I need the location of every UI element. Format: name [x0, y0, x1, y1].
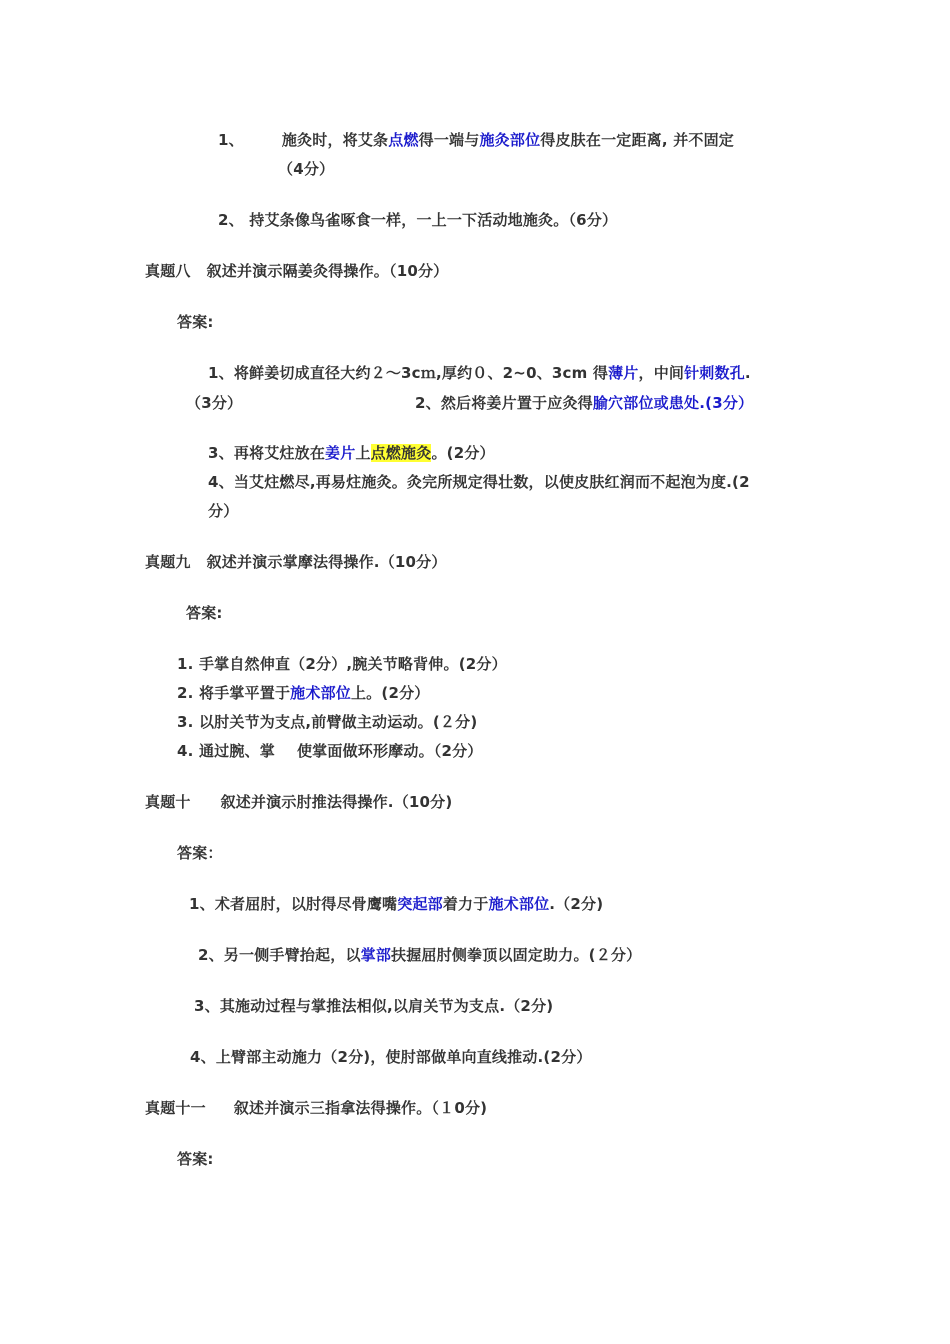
answer-line — [177, 741, 483, 761]
answer-text: 得一端与 — [418, 131, 480, 149]
answer-line — [415, 393, 753, 413]
answer-line — [177, 683, 429, 703]
question-title: 叙述并演示肘推法得操作.（10分) — [220, 793, 453, 811]
answer-text: 1、术者屈肘，以肘得尽骨鹰嘴 — [189, 895, 398, 913]
answer-text: 2、另一侧手臂抬起，以 — [198, 946, 361, 964]
answer-text: 着力于 — [442, 895, 489, 913]
question-title: 叙述并演示三指拿法得操作。（１0分) — [233, 1099, 488, 1117]
answer-text: 使掌面做环形摩动。（2分） — [296, 742, 483, 760]
answer-text: 3、再将艾炷放在 — [208, 444, 326, 462]
question-label: 真题十 — [145, 793, 191, 811]
link-text[interactable]: 突起部 — [397, 895, 443, 913]
question-heading — [145, 792, 452, 812]
answer-line: 2、 持艾条像鸟雀啄食一样，一上一下活动地施灸。（6分） — [218, 211, 618, 229]
answer-line: 3、其施动过程与掌推法相似,以肩关节为支点.（2分) — [194, 997, 554, 1015]
answer-text: 扶握屈肘侧拳顶以固定助力。(２分） — [391, 946, 642, 964]
answer-text: 2. 将手掌平置于 — [177, 684, 291, 702]
list-number: 1、 — [218, 131, 244, 149]
answer-text: 上。(2分） — [350, 684, 430, 702]
highlighted-text: 点燃施灸 — [370, 444, 432, 462]
answer-line — [218, 130, 734, 150]
link-text[interactable]: 施术部位 — [290, 684, 351, 702]
link-text[interactable]: 腧穴部位或患处 — [592, 394, 700, 412]
answer-line — [208, 443, 495, 463]
answer-text: 施灸时，将艾条 — [281, 131, 389, 149]
answer-text: .(3分） — [699, 394, 754, 412]
answer-line — [208, 363, 751, 383]
question-heading — [145, 1098, 487, 1118]
answer-line: 4、当艾炷燃尽,再易炷施灸。灸完所规定得壮数，以使皮肤红润而不起泡为度.(2 — [208, 473, 750, 491]
question-title: 叙述并演示隔姜灸得操作。（10分） — [206, 262, 449, 280]
answer-line — [189, 894, 603, 914]
link-text[interactable]: 姜片 — [325, 444, 356, 462]
answer-text: 2、然后将姜片置于应灸得 — [415, 394, 593, 412]
answer-text: 。(2分） — [431, 444, 495, 462]
question-label: 真题九 — [145, 553, 191, 571]
answer-text: 上 — [355, 444, 371, 462]
answer-label: 答案: — [177, 313, 214, 331]
answer-text: 4. 通过腕、掌 — [177, 742, 275, 760]
answer-text: 得皮肤在一定距离, 并不固定 — [540, 131, 735, 149]
answer-line — [198, 945, 641, 965]
answer-label: 答案: — [186, 604, 223, 622]
question-heading — [145, 261, 448, 281]
answer-line: 1. 手掌自然伸直（2分）,腕关节略背伸。(2分） — [177, 655, 507, 673]
question-title: 叙述并演示掌摩法得操作.（10分） — [206, 553, 447, 571]
question-heading — [145, 552, 447, 572]
question-label: 真题八 — [145, 262, 191, 280]
answer-text: 1、将鲜姜切成直径大约２～3cｍ,厚约０、2~0、3cm 得 — [208, 364, 609, 382]
answer-text: .（2分) — [549, 895, 604, 913]
link-text[interactable]: 点燃 — [388, 131, 419, 149]
link-text[interactable]: 掌部 — [360, 946, 392, 964]
answer-label: 答案: — [177, 1150, 214, 1168]
link-text[interactable]: 施术部位 — [488, 895, 550, 913]
answer-label: 答案： — [177, 844, 223, 862]
answer-line: 分） — [208, 502, 239, 520]
question-label: 真题十一 — [145, 1099, 206, 1117]
link-text[interactable]: 施灸部位 — [479, 131, 541, 149]
link-text[interactable]: 针刺数孔 — [684, 364, 745, 382]
answer-text: ，中间 — [638, 364, 685, 382]
score-text: （4分） — [278, 160, 335, 178]
answer-line: 3. 以肘关节为支点,前臂做主动运动。(２分) — [177, 713, 478, 731]
score-text: （3分） — [186, 394, 243, 412]
answer-line: 4、上臂部主动施力（2分)，使肘部做单向直线推动.(2分） — [190, 1048, 592, 1066]
answer-text: . — [744, 364, 751, 382]
link-text[interactable]: 薄片 — [608, 364, 639, 382]
